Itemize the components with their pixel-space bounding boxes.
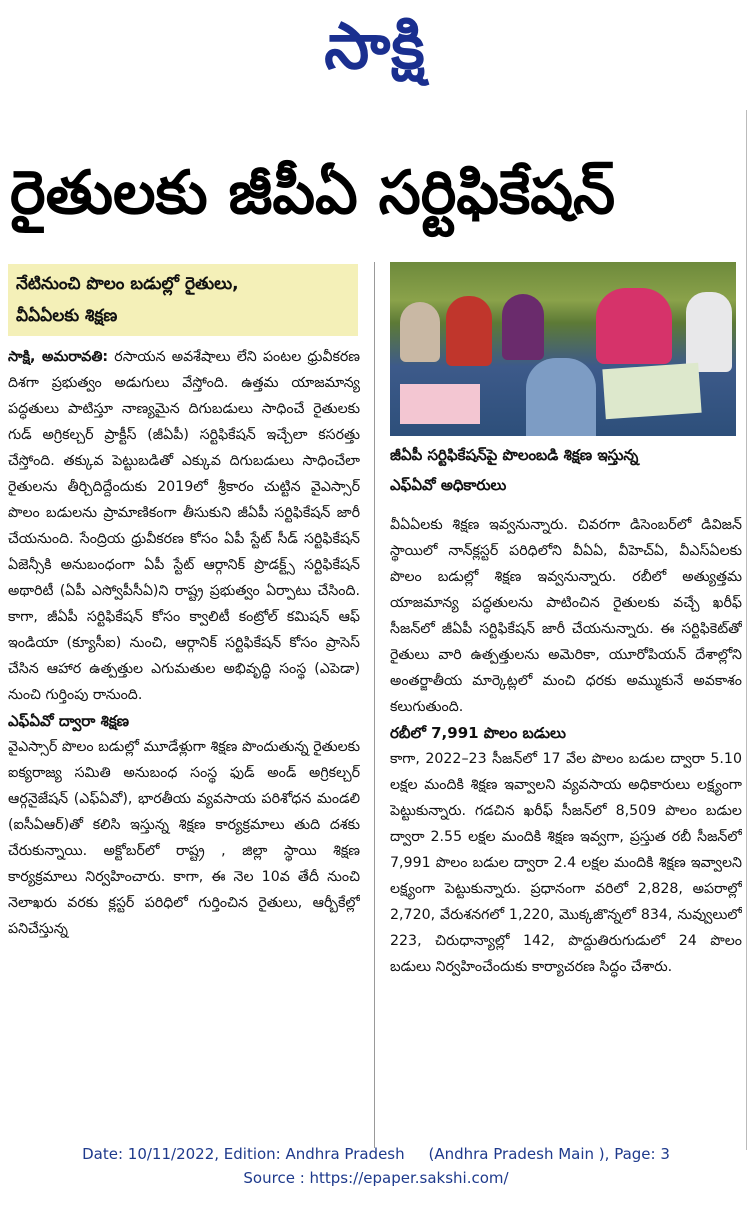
caption-line-1: జీఏపీ సర్టిఫికేషన్‌పై పొలంబడి శిక్షణ ఇస్తున్న <box>390 446 639 464</box>
footer-source-link[interactable]: Source : https://epaper.sakshi.com/ <box>243 1169 509 1187</box>
photo-person-figure <box>446 296 492 366</box>
photo-chart-sheet <box>602 363 701 420</box>
dateline: సాక్షి, అమరావతి: <box>8 349 109 365</box>
photo-caption <box>390 440 736 504</box>
subheading-line-2: వీఏఏలకు శిక్షణ <box>16 306 118 326</box>
masthead-logo: సాక్షి <box>324 9 426 84</box>
section-heading: రబీలో 7,991 పొలం బడులు <box>390 724 566 742</box>
section-heading: ఎఫ్ఏవో ద్వారా శిక్షణ <box>8 712 130 730</box>
article-paragraph <box>8 344 360 708</box>
page-border-line <box>746 110 747 1150</box>
footer-date-edition: Date: 10/11/2022, Edition: Andhra Pradesh (Andhra Pradesh Main ), Page: 3 <box>82 1145 670 1163</box>
photo-person-figure <box>596 288 672 364</box>
article-paragraph: వైఎస్సార్ పొలం బడుల్లో మూడేళ్లుగా శిక్షణ పొందుతున్న రైతులకు ఐక్యరాజ్య సమితి అనుబంధ సంస్థ ఫుడ్ అండ్ అగ్రికల్చర్ ఆర్గనైజేషన్ (ఎఫ్ఏవో), భారతీయ వ్యవసాయ పరిశోధన మండలి (ఐసీఏఆర్)తో కలిసి ఇస్తున్న శిక్షణ కార్యక్రమాలు తుది దశకు చేరుకున్నాయి. అక్టోబర్‌లో రాష్ట్ర , జిల్లా స్థాయి శిక్షణ కార్యక్రమాలు నిర్వహించారు. కాగా, ఈ నెల 10వ తేదీ నుంచి నెలాఖరు వరకు క్లస్టర్ పరిధిలో గుర్తించిన రైతులు, ఆర్బీకేల్లో పనిచేస్తున్న <box>8 739 360 937</box>
photo-person-figure <box>526 358 596 436</box>
photo-person-figure <box>686 292 732 372</box>
caption-line-2: ఎఫ్ఏవో అధికారులు <box>390 476 507 494</box>
article-headline: రైతులకు జీపీఏ సర్టిఫికేషన్ <box>10 158 616 228</box>
photo-person-figure <box>502 294 544 360</box>
article-photo <box>390 262 736 436</box>
article-column-2 <box>390 512 742 1146</box>
article-column-1 <box>8 344 360 1146</box>
article-paragraph: కాగా, 2022–23 సీజన్‌లో 17 వేల పొలం బడుల ద్వారా 5.10 లక్షల మందికి శిక్షణ ఇవ్వాలని వ్యవసాయ అధికారులు లక్ష్యంగా పెట్టుకున్నారు. గడచిన ఖరీఫ్ సీజన్‌లో 8,509 పొలం బడుల ద్వారా 2.55 లక్షల మందికి శిక్షణ ఇవ్వగా, ప్రస్తుత రబీ సీజన్‌లో 7,991 పొలం బడుల ద్వారా 2.4 లక్షల మందికి శిక్షణ ఇవ్వాలని లక్ష్యంగా పెట్టుకున్నారు. ప్రధానంగా వరిలో 2,828, అపరాల్లో 2,720, వేరుశనగలో 1,220, మొక్కజొన్నలో 834, నువ్వులులో 223, చిరుధాన్యాల్లో 142, పొద్దుతిరుగుడులో 24 పొలం బడులు నిర్వహించేందుకు కార్యాచరణ సిద్ధం చేశారు. <box>390 751 742 975</box>
paragraph-text: రసాయన అవశేషాలు లేని పంటల ధ్రువీకరణ దిశగా ప్రభుత్వం అడుగులు వేస్తోంది. ఉత్తమ యాజమాన్య పద్ధతులు పాటిస్తూ నాణ్యమైన దిగుబడులు సాధించే రైతులకు గుడ్ అగ్రికల్చర్ ప్రాక్టీస్ (జీఏపీ) సర్టిఫికేషన్ ఇచ్చేలా కసరత్తు చేస్తోంది. తక్కువ పెట్టుబడితో ఎక్కువ దిగుబడులు సాధించేలా రైతులను తీర్చిదిద్దేందుకు 2019లో శ్రీకారం చుట్టిన వైఎస్సార్ పొలం బడులను ప్రామాణికంగా తీసుకుని జీఏపీ సర్టిఫికేషన్ జారీ చేయనుంది. సేంద్రియ ధ్రువీకరణ కోసం ఏపీ స్టేట్ సీడ్ సర్టిఫికేషన్ ఏజెన్సీకి అనుబంధంగా ఏపీ స్టేట్ ఆర్గానిక్ ప్రొడక్ట్స్ సర్టిఫికేషన్ అథారిటీ (ఏపీ ఎస్వోపీసీఏ)ని రాష్ట్ర ప్రభుత్వం ఏర్పాటు చేసింది. కాగా, జీఏపీ సర్టిఫికేషన్ కోసం క్వాలిటీ కంట్రోల్ కమిషన్ ఆఫ్ ఇండియా (క్యూసీఐ) నుంచి, ఆర్గానిక్ సర్టిఫికేషన్ కోసం ప్రాసెస్ చేసిన ఆహార ఉత్పత్తుల ఎగుమతుల అభివృద్ధి సంస్థ (ఎపెడా) నుంచి గుర్తింపు రానుంది. <box>8 349 360 703</box>
article-subheading <box>8 264 358 336</box>
photo-person-figure <box>400 302 440 362</box>
photo-chart-sheet <box>400 384 480 424</box>
article-paragraph: వీఏఏలకు శిక్షణ ఇవ్వనున్నారు. చివరగా డిసెంబర్‌లో డివిజన్ స్థాయిలో నాన్‌క్లస్టర్ పరిధిలోని వీఏఏ, వీహెచ్ఏ, వీఎస్ఏలకు పొలం బడుల్లో శిక్షణ ఇవ్వనున్నారు. రబీలో అత్యుత్తమ యాజమాన్య పద్ధతులను పాటించిన రైతులకు వచ్చే ఖరీఫ్ సీజన్‌లో జీఏపీ సర్టిఫికేషన్ జారీ చేయనున్నారు. ఈ సర్టిఫికెట్‌తో రైతులు వారి ఉత్పత్తులను అమెరికా, యూరోపియన్ దేశాల్లోని అంతర్జాతీయ మార్కెట్లలో మంచి ధరకు అమ్ముకునే అవకాశం కలుగుతుంది. <box>390 517 742 715</box>
page-footer <box>0 1142 752 1190</box>
subheading-line-1: నేటినుంచి పొలం బడుల్లో రైతులు, <box>16 274 239 294</box>
column-divider <box>374 262 375 1148</box>
